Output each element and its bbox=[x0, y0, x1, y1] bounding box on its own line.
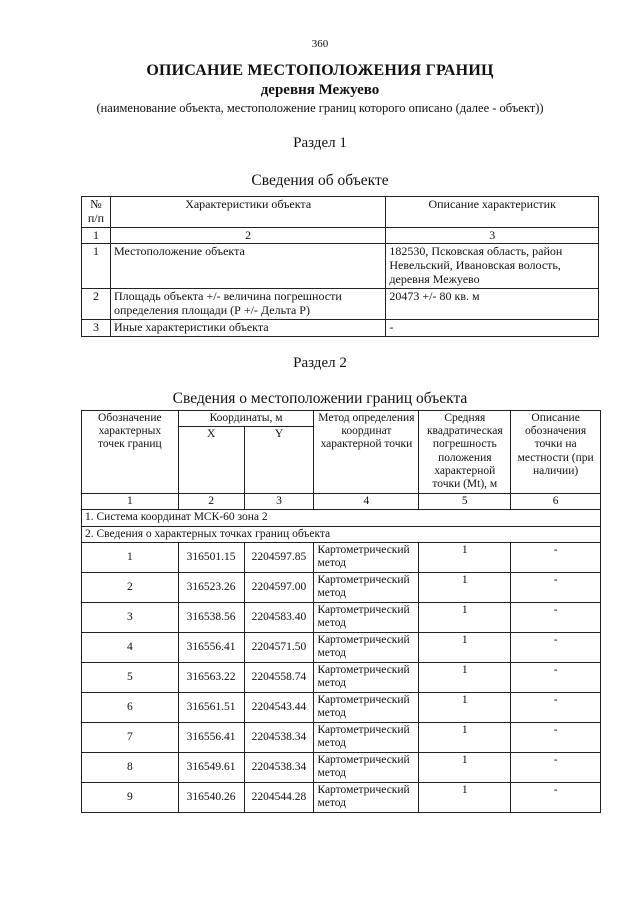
column-number: 3 bbox=[386, 227, 599, 244]
coordinate-x: 316501.15 bbox=[178, 542, 244, 572]
column-number-row bbox=[82, 494, 601, 510]
coordinate-y: 2204544.28 bbox=[244, 782, 314, 812]
coordinate-y: 2204571.50 bbox=[244, 632, 314, 662]
coordinate-system: 1. Система координат МСК-60 зона 2 bbox=[82, 510, 601, 526]
header-cell: Характеристики объекта bbox=[110, 197, 385, 228]
point-number: 4 bbox=[82, 632, 179, 662]
section1-heading: Сведения об объекте bbox=[251, 172, 389, 189]
boundary-points-table bbox=[81, 410, 601, 813]
table-row bbox=[82, 722, 601, 752]
point-number: 7 bbox=[82, 722, 179, 752]
points-title: 2. Сведения о характерных точках границ объекта bbox=[82, 526, 601, 542]
coordinate-y: 2204538.34 bbox=[244, 722, 314, 752]
method-cell: Картометрический метод bbox=[314, 782, 419, 812]
method-cell: Картометрический метод bbox=[314, 692, 419, 722]
page-number: 360 bbox=[311, 38, 329, 50]
row-number: 1 bbox=[82, 244, 111, 289]
coordinate-y: 2204597.00 bbox=[244, 572, 314, 602]
description-cell: - bbox=[511, 662, 601, 692]
row-number: 2 bbox=[82, 289, 111, 320]
document-subtitle: деревня Межуево bbox=[260, 82, 380, 98]
point-number: 9 bbox=[82, 782, 179, 812]
coordinate-y: 2204583.40 bbox=[244, 602, 314, 632]
error-cell: 1 bbox=[419, 542, 511, 572]
header-description: Описание обозначения точки на местности (при наличии) bbox=[511, 411, 601, 494]
object-note: (наименование объекта, местоположение границ которого описано (далее - объект)) bbox=[96, 101, 544, 115]
point-number: 5 bbox=[82, 662, 179, 692]
coordinate-x: 316563.22 bbox=[178, 662, 244, 692]
description-cell: - bbox=[511, 542, 601, 572]
description-cell: - bbox=[511, 752, 601, 782]
error-cell: 1 bbox=[419, 722, 511, 752]
coordinate-x: 316556.41 bbox=[178, 722, 244, 752]
characteristic-value: 182530, Псковская область, район Невельский, Ивановская волость, деревня Межуево bbox=[386, 244, 599, 289]
point-number: 3 bbox=[82, 602, 179, 632]
document-title: ОПИСАНИЕ МЕСТОПОЛОЖЕНИЯ ГРАНИЦ bbox=[146, 62, 494, 79]
point-number: 8 bbox=[82, 752, 179, 782]
table-row bbox=[82, 510, 601, 526]
coordinate-x: 316561.51 bbox=[178, 692, 244, 722]
description-cell: - bbox=[511, 602, 601, 632]
column-number: 1 bbox=[82, 494, 179, 510]
method-cell: Картометрический метод bbox=[314, 572, 419, 602]
coordinate-y: 2204538.34 bbox=[244, 752, 314, 782]
table-row bbox=[82, 632, 601, 662]
header-cell: № п/п bbox=[82, 197, 111, 228]
description-cell: - bbox=[511, 632, 601, 662]
header-y: Y bbox=[244, 427, 314, 494]
section1-label: Раздел 1 bbox=[293, 135, 347, 151]
section2-label: Раздел 2 bbox=[293, 355, 347, 371]
table-row bbox=[82, 752, 601, 782]
header-x: X bbox=[178, 427, 244, 494]
table-row bbox=[82, 572, 601, 602]
table-row bbox=[82, 782, 601, 812]
coordinate-x: 316540.26 bbox=[178, 782, 244, 812]
coordinate-x: 316538.56 bbox=[178, 602, 244, 632]
column-number-row bbox=[82, 227, 599, 244]
header-coordinates: Координаты, м bbox=[178, 411, 314, 427]
characteristic-name: Иные характеристики объекта bbox=[110, 319, 385, 336]
description-cell: - bbox=[511, 782, 601, 812]
table-row bbox=[82, 244, 599, 289]
characteristic-name: Площадь объекта +/- величина погрешности определения площади (Р +/- Дельта Р) bbox=[110, 289, 385, 320]
coordinate-x: 316549.61 bbox=[178, 752, 244, 782]
error-cell: 1 bbox=[419, 572, 511, 602]
characteristic-name: Местоположение объекта bbox=[110, 244, 385, 289]
table-row bbox=[82, 289, 599, 320]
description-cell: - bbox=[511, 722, 601, 752]
point-number: 6 bbox=[82, 692, 179, 722]
section2-heading: Сведения о местоположении границ объекта bbox=[172, 390, 468, 407]
row-number: 3 bbox=[82, 319, 111, 336]
method-cell: Картометрический метод bbox=[314, 542, 419, 572]
table-row bbox=[82, 602, 601, 632]
coordinate-x: 316523.26 bbox=[178, 572, 244, 602]
characteristic-value: 20473 +/- 80 кв. м bbox=[386, 289, 599, 320]
point-number: 2 bbox=[82, 572, 179, 602]
table-row bbox=[82, 526, 601, 542]
coordinate-y: 2204597.85 bbox=[244, 542, 314, 572]
error-cell: 1 bbox=[419, 662, 511, 692]
method-cell: Картометрический метод bbox=[314, 602, 419, 632]
table-row bbox=[82, 542, 601, 572]
table-header-row bbox=[82, 197, 599, 228]
table-row bbox=[82, 662, 601, 692]
column-number: 2 bbox=[178, 494, 244, 510]
method-cell: Картометрический метод bbox=[314, 632, 419, 662]
header-error: Средняя квадратическая погрешность положения характерной точки (Mt), м bbox=[419, 411, 511, 494]
column-number: 5 bbox=[419, 494, 511, 510]
header-method: Метод определения координат характерной точки bbox=[314, 411, 419, 494]
points-body bbox=[82, 542, 601, 812]
column-number: 2 bbox=[110, 227, 385, 244]
header-point: Обозначение характерных точек границ bbox=[82, 411, 179, 494]
method-cell: Картометрический метод bbox=[314, 722, 419, 752]
column-number: 1 bbox=[82, 227, 111, 244]
table-row bbox=[82, 319, 599, 336]
column-number: 6 bbox=[511, 494, 601, 510]
column-number: 4 bbox=[314, 494, 419, 510]
object-info-table bbox=[81, 196, 599, 337]
coordinate-y: 2204558.74 bbox=[244, 662, 314, 692]
coordinate-y: 2204543.44 bbox=[244, 692, 314, 722]
column-number: 3 bbox=[244, 494, 314, 510]
error-cell: 1 bbox=[419, 602, 511, 632]
table-header-row bbox=[82, 411, 601, 427]
error-cell: 1 bbox=[419, 782, 511, 812]
error-cell: 1 bbox=[419, 632, 511, 662]
description-cell: - bbox=[511, 692, 601, 722]
coordinate-x: 316556.41 bbox=[178, 632, 244, 662]
error-cell: 1 bbox=[419, 692, 511, 722]
table-row bbox=[82, 692, 601, 722]
characteristic-value: - bbox=[386, 319, 599, 336]
method-cell: Картометрический метод bbox=[314, 752, 419, 782]
error-cell: 1 bbox=[419, 752, 511, 782]
point-number: 1 bbox=[82, 542, 179, 572]
header-cell: Описание характеристик bbox=[386, 197, 599, 228]
method-cell: Картометрический метод bbox=[314, 662, 419, 692]
description-cell: - bbox=[511, 572, 601, 602]
